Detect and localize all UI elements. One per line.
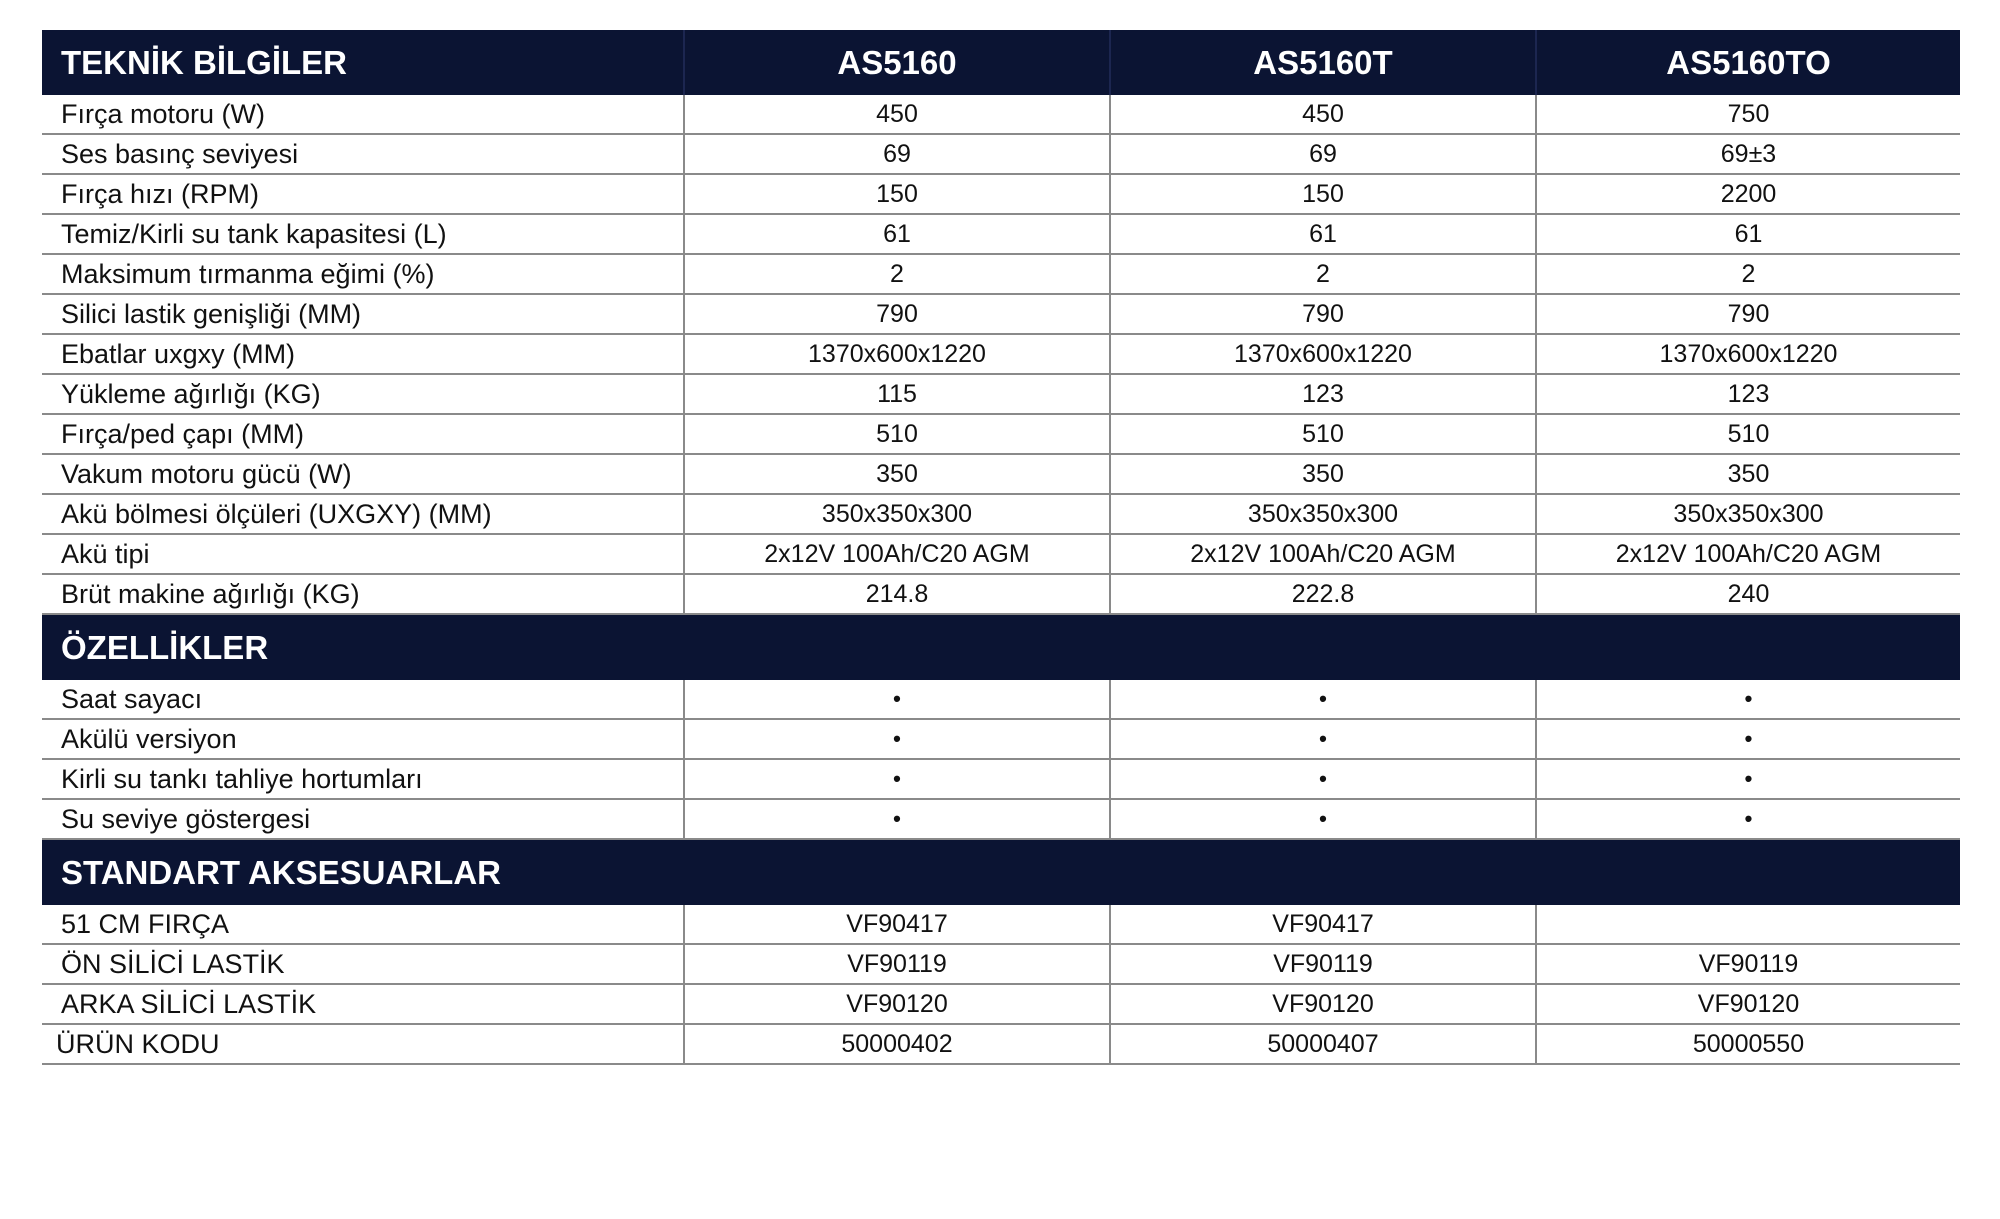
row-label: Fırça motoru (W): [42, 95, 684, 134]
table-row: [42, 174, 1960, 214]
cell-value: 2x12V 100Ah/C20 AGM: [1110, 534, 1536, 574]
table-row: [42, 414, 1960, 454]
section-header-accessories: [42, 839, 1960, 905]
cell-value: 2: [1536, 254, 1960, 294]
cell-value: 61: [684, 214, 1110, 254]
section-title-accessories: STANDART AKSESUARLAR: [42, 839, 1960, 905]
row-label: Kirli su tankı tahliye hortumları: [42, 759, 684, 799]
row-label: Maksimum tırmanma eğimi (%): [42, 254, 684, 294]
model-header-as5160t: AS5160T: [1110, 30, 1536, 95]
cell-value: 2x12V 100Ah/C20 AGM: [684, 534, 1110, 574]
product-code-value: 50000550: [1536, 1024, 1960, 1064]
cell-value: 240: [1536, 574, 1960, 614]
cell-value: 123: [1536, 374, 1960, 414]
row-label: 51 CM FIRÇA: [42, 905, 684, 944]
cell-value: 450: [1110, 95, 1536, 134]
cell-value: VF90119: [1110, 944, 1536, 984]
cell-value: 69±3: [1536, 134, 1960, 174]
feature-bullet: •: [1110, 719, 1536, 759]
cell-value: 790: [684, 294, 1110, 334]
product-code-value: 50000402: [684, 1024, 1110, 1064]
cell-value: VF90120: [1536, 984, 1960, 1024]
product-code-value: 50000407: [1110, 1024, 1536, 1064]
row-label: ÖN SİLİCİ LASTİK: [42, 944, 684, 984]
cell-value: 510: [684, 414, 1110, 454]
spec-table: [42, 30, 1960, 1065]
cell-value: 350: [1536, 454, 1960, 494]
cell-value: VF90119: [684, 944, 1110, 984]
table-row: [42, 799, 1960, 839]
table-row: [42, 719, 1960, 759]
cell-value: 350x350x300: [684, 494, 1110, 534]
cell-value: 1370x600x1220: [684, 334, 1110, 374]
section-header-features: [42, 614, 1960, 680]
feature-bullet: •: [684, 680, 1110, 719]
table-row: [42, 134, 1960, 174]
cell-value: VF90120: [684, 984, 1110, 1024]
row-label: Akü bölmesi ölçüleri (UXGXY) (MM): [42, 494, 684, 534]
cell-value: 2x12V 100Ah/C20 AGM: [1536, 534, 1960, 574]
product-code-label: ÜRÜN KODU: [42, 1024, 684, 1064]
spec-sheet: [42, 30, 1960, 1065]
table-header-row: [42, 30, 1960, 95]
row-label: Ses basınç seviyesi: [42, 134, 684, 174]
section-title-features: ÖZELLİKLER: [42, 614, 1960, 680]
cell-value: VF90119: [1536, 944, 1960, 984]
cell-value: 61: [1536, 214, 1960, 254]
table-row: [42, 944, 1960, 984]
cell-value: 222.8: [1110, 574, 1536, 614]
row-label: Yükleme ağırlığı (KG): [42, 374, 684, 414]
cell-value: 350: [1110, 454, 1536, 494]
feature-bullet: •: [684, 719, 1110, 759]
section-title-technical: TEKNİK BİLGİLER: [42, 30, 684, 95]
cell-value: 69: [684, 134, 1110, 174]
row-label: Vakum motoru gücü (W): [42, 454, 684, 494]
feature-bullet: •: [1110, 799, 1536, 839]
cell-value: VF90417: [1110, 905, 1536, 944]
feature-bullet: •: [1536, 759, 1960, 799]
cell-value: 510: [1110, 414, 1536, 454]
cell-value: 2200: [1536, 174, 1960, 214]
cell-value: 214.8: [684, 574, 1110, 614]
feature-bullet: •: [1536, 719, 1960, 759]
cell-value: 1370x600x1220: [1536, 334, 1960, 374]
feature-bullet: •: [1110, 680, 1536, 719]
table-row: [42, 984, 1960, 1024]
table-row: [42, 574, 1960, 614]
table-row: [42, 334, 1960, 374]
cell-value: VF90417: [684, 905, 1110, 944]
cell-value: 150: [684, 174, 1110, 214]
table-row: [42, 254, 1960, 294]
cell-value: 2: [684, 254, 1110, 294]
row-label: Silici lastik genişliği (MM): [42, 294, 684, 334]
row-label: Akülü versiyon: [42, 719, 684, 759]
cell-value: 150: [1110, 174, 1536, 214]
cell-value: 350x350x300: [1536, 494, 1960, 534]
table-row: [42, 95, 1960, 134]
table-row: [42, 454, 1960, 494]
product-code-row: [42, 1024, 1960, 1064]
cell-value: VF90120: [1110, 984, 1536, 1024]
row-label: Fırça hızı (RPM): [42, 174, 684, 214]
cell-value: 1370x600x1220: [1110, 334, 1536, 374]
table-row: [42, 294, 1960, 334]
cell-value: 350: [684, 454, 1110, 494]
table-row: [42, 680, 1960, 719]
model-header-as5160: AS5160: [684, 30, 1110, 95]
model-header-as5160to: AS5160TO: [1536, 30, 1960, 95]
cell-value: 123: [1110, 374, 1536, 414]
cell-value: 790: [1110, 294, 1536, 334]
feature-bullet: •: [1536, 680, 1960, 719]
table-row: [42, 494, 1960, 534]
cell-value: 350x350x300: [1110, 494, 1536, 534]
row-label: Su seviye göstergesi: [42, 799, 684, 839]
cell-value: 750: [1536, 95, 1960, 134]
row-label: Temiz/Kirli su tank kapasitesi (L): [42, 214, 684, 254]
feature-bullet: •: [684, 759, 1110, 799]
feature-bullet: •: [1110, 759, 1536, 799]
cell-value: 61: [1110, 214, 1536, 254]
feature-bullet: •: [684, 799, 1110, 839]
cell-value: 115: [684, 374, 1110, 414]
row-label: Ebatlar uxgxy (MM): [42, 334, 684, 374]
row-label: Saat sayacı: [42, 680, 684, 719]
cell-value: 2: [1110, 254, 1536, 294]
cell-value: 790: [1536, 294, 1960, 334]
table-row: [42, 374, 1960, 414]
cell-value: [1536, 905, 1960, 944]
row-label: Akü tipi: [42, 534, 684, 574]
cell-value: 510: [1536, 414, 1960, 454]
table-row: [42, 759, 1960, 799]
table-row: [42, 214, 1960, 254]
row-label: ARKA SİLİCİ LASTİK: [42, 984, 684, 1024]
row-label: Fırça/ped çapı (MM): [42, 414, 684, 454]
table-row: [42, 905, 1960, 944]
cell-value: 450: [684, 95, 1110, 134]
cell-value: 69: [1110, 134, 1536, 174]
row-label: Brüt makine ağırlığı (KG): [42, 574, 684, 614]
feature-bullet: •: [1536, 799, 1960, 839]
table-row: [42, 534, 1960, 574]
